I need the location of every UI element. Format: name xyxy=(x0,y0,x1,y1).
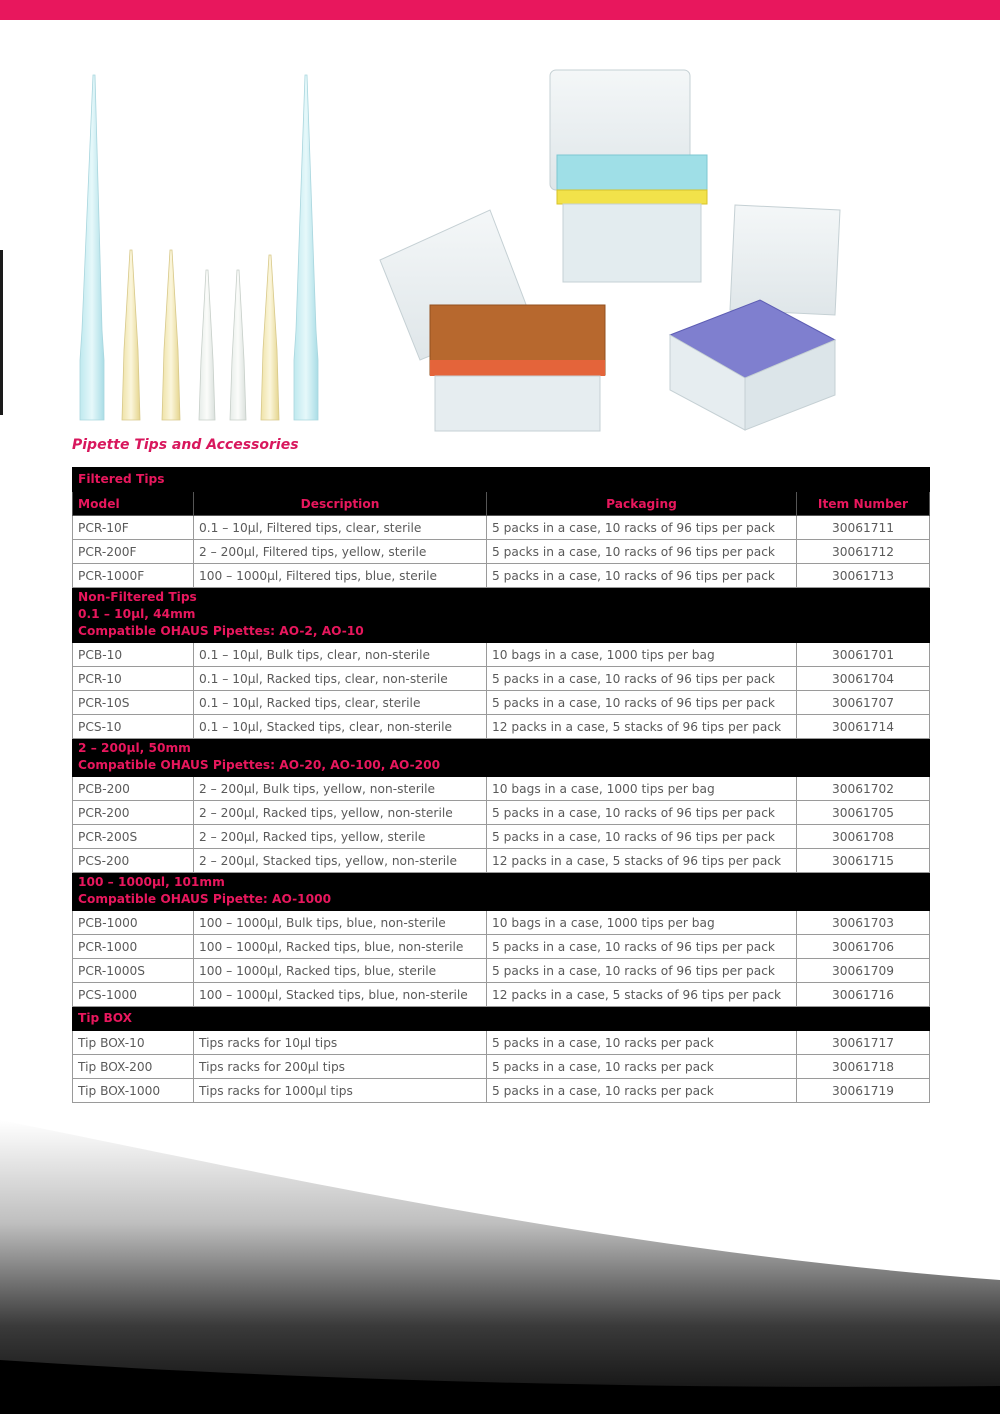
left-edge-mark xyxy=(0,250,3,415)
section-title: Pipette Tips and Accessories xyxy=(72,437,299,453)
table-row xyxy=(73,911,930,935)
column-header-packaging: Packaging xyxy=(487,492,797,516)
item-number-cell: 30061702 xyxy=(797,777,930,801)
description-cell: 100 – 1000µl, Racked tips, blue, sterile xyxy=(194,959,487,983)
packaging-cell: 5 packs in a case, 10 racks of 96 tips per pack xyxy=(487,935,797,959)
description-cell: 2 – 200µl, Bulk tips, yellow, non-sterile xyxy=(194,777,487,801)
group-header xyxy=(73,739,930,777)
table-row xyxy=(73,959,930,983)
model-cell: PCR-10F xyxy=(73,516,194,540)
column-header-description: Description xyxy=(194,492,487,516)
description-cell: Tips racks for 1000µl tips xyxy=(194,1079,487,1103)
table-row xyxy=(73,1031,930,1055)
model-cell: PCR-200 xyxy=(73,801,194,825)
item-number-cell: 30061719 xyxy=(797,1079,930,1103)
group-header-line: Compatible OHAUS Pipettes: AO-20, AO-100, AO-200 xyxy=(78,758,441,772)
description-cell: 2 – 200µl, Racked tips, yellow, non-sterile xyxy=(194,801,487,825)
table-row xyxy=(73,935,930,959)
model-cell: PCB-10 xyxy=(73,643,194,667)
model-cell: PCR-10 xyxy=(73,667,194,691)
table-row xyxy=(73,643,930,667)
table-row xyxy=(73,801,930,825)
item-number-cell: 30061711 xyxy=(797,516,930,540)
table-row xyxy=(73,983,930,1007)
model-cell: PCR-10S xyxy=(73,691,194,715)
group-header-line: Filtered Tips xyxy=(78,472,165,486)
packaging-cell: 5 packs in a case, 10 racks of 96 tips per pack xyxy=(487,564,797,588)
group-header-row xyxy=(73,1007,930,1031)
description-cell: 100 – 1000µl, Bulk tips, blue, non-sterile xyxy=(194,911,487,935)
column-header-model: Model xyxy=(73,492,194,516)
model-cell: PCR-1000S xyxy=(73,959,194,983)
description-cell: 100 – 1000µl, Racked tips, blue, non-sterile xyxy=(194,935,487,959)
table-row xyxy=(73,849,930,873)
model-cell: PCR-200F xyxy=(73,540,194,564)
model-cell: PCB-1000 xyxy=(73,911,194,935)
group-header-line: Compatible OHAUS Pipette: AO-1000 xyxy=(78,892,332,906)
column-header-item-number: Item Number xyxy=(797,492,930,516)
table-row xyxy=(73,715,930,739)
description-cell: 2 – 200µl, Stacked tips, yellow, non-sterile xyxy=(194,849,487,873)
table-row xyxy=(73,777,930,801)
model-cell: Tip BOX-10 xyxy=(73,1031,194,1055)
packaging-cell: 5 packs in a case, 10 racks per pack xyxy=(487,1055,797,1079)
description-cell: Tips racks for 200µl tips xyxy=(194,1055,487,1079)
bottom-swoosh-graphic xyxy=(0,1110,1000,1414)
description-cell: 2 – 200µl, Racked tips, yellow, sterile xyxy=(194,825,487,849)
description-cell: 100 – 1000µl, Stacked tips, blue, non-sterile xyxy=(194,983,487,1007)
pipette-tips-table xyxy=(72,467,930,1103)
packaging-cell: 5 packs in a case, 10 racks per pack xyxy=(487,1079,797,1103)
group-header-line: Tip BOX xyxy=(78,1011,133,1025)
group-header-line: Compatible OHAUS Pipettes: AO-2, AO-10 xyxy=(78,624,364,638)
group-header xyxy=(73,588,930,643)
column-header-row xyxy=(73,492,930,516)
packaging-cell: 5 packs in a case, 10 racks of 96 tips per pack xyxy=(487,959,797,983)
item-number-cell: 30061717 xyxy=(797,1031,930,1055)
description-cell: 0.1 – 10µl, Filtered tips, clear, sterile xyxy=(194,516,487,540)
table-row xyxy=(73,1055,930,1079)
packaging-cell: 5 packs in a case, 10 racks of 96 tips per pack xyxy=(487,691,797,715)
group-header-line: 0.1 – 10µl, 44mm xyxy=(78,607,196,621)
model-cell: PCS-1000 xyxy=(73,983,194,1007)
model-cell: PCS-200 xyxy=(73,849,194,873)
table-row xyxy=(73,825,930,849)
packaging-cell: 10 bags in a case, 1000 tips per bag xyxy=(487,777,797,801)
packaging-cell: 12 packs in a case, 5 stacks of 96 tips per pack xyxy=(487,849,797,873)
group-header-row xyxy=(73,739,930,777)
item-number-cell: 30061718 xyxy=(797,1055,930,1079)
product-photos xyxy=(60,60,940,440)
model-cell: PCS-10 xyxy=(73,715,194,739)
item-number-cell: 30061708 xyxy=(797,825,930,849)
table-row xyxy=(73,516,930,540)
group-header-line: 2 – 200µl, 50mm xyxy=(78,741,191,755)
model-cell: PCR-200S xyxy=(73,825,194,849)
item-number-cell: 30061701 xyxy=(797,643,930,667)
group-header-row xyxy=(73,468,930,492)
item-number-cell: 30061707 xyxy=(797,691,930,715)
group-header xyxy=(73,1007,930,1031)
item-number-cell: 30061712 xyxy=(797,540,930,564)
packaging-cell: 10 bags in a case, 1000 tips per bag xyxy=(487,643,797,667)
packaging-cell: 12 packs in a case, 5 stacks of 96 tips per pack xyxy=(487,715,797,739)
group-header xyxy=(73,468,930,492)
packaging-cell: 12 packs in a case, 5 stacks of 96 tips per pack xyxy=(487,983,797,1007)
table-row xyxy=(73,667,930,691)
description-cell: 0.1 – 10µl, Racked tips, clear, non-sterile xyxy=(194,667,487,691)
table-row xyxy=(73,540,930,564)
description-cell: Tips racks for 10µl tips xyxy=(194,1031,487,1055)
description-cell: 2 – 200µl, Filtered tips, yellow, sterile xyxy=(194,540,487,564)
model-cell: Tip BOX-1000 xyxy=(73,1079,194,1103)
table-row xyxy=(73,564,930,588)
group-header-line: 100 – 1000µl, 101mm xyxy=(78,875,225,889)
group-header-row xyxy=(73,588,930,643)
item-number-cell: 30061714 xyxy=(797,715,930,739)
packaging-cell: 5 packs in a case, 10 racks of 96 tips per pack xyxy=(487,801,797,825)
table-row xyxy=(73,691,930,715)
packaging-cell: 5 packs in a case, 10 racks of 96 tips per pack xyxy=(487,516,797,540)
group-header-row xyxy=(73,873,930,911)
description-cell: 100 – 1000µl, Filtered tips, blue, sterile xyxy=(194,564,487,588)
item-number-cell: 30061713 xyxy=(797,564,930,588)
description-cell: 0.1 – 10µl, Racked tips, clear, sterile xyxy=(194,691,487,715)
top-accent-bar xyxy=(0,0,1000,20)
item-number-cell: 30061705 xyxy=(797,801,930,825)
description-cell: 0.1 – 10µl, Stacked tips, clear, non-sterile xyxy=(194,715,487,739)
tip-boxes-image xyxy=(380,70,840,431)
item-number-cell: 30061704 xyxy=(797,667,930,691)
packaging-cell: 5 packs in a case, 10 racks of 96 tips per pack xyxy=(487,667,797,691)
model-cell: PCB-200 xyxy=(73,777,194,801)
packaging-cell: 5 packs in a case, 10 racks of 96 tips per pack xyxy=(487,825,797,849)
group-header xyxy=(73,873,930,911)
model-cell: PCR-1000F xyxy=(73,564,194,588)
item-number-cell: 30061715 xyxy=(797,849,930,873)
item-number-cell: 30061716 xyxy=(797,983,930,1007)
packaging-cell: 5 packs in a case, 10 racks of 96 tips per pack xyxy=(487,540,797,564)
item-number-cell: 30061706 xyxy=(797,935,930,959)
description-cell: 0.1 – 10µl, Bulk tips, clear, non-sterile xyxy=(194,643,487,667)
group-header-line: Non-Filtered Tips xyxy=(78,590,197,604)
model-cell: PCR-1000 xyxy=(73,935,194,959)
item-number-cell: 30061709 xyxy=(797,959,930,983)
pipette-tips-image xyxy=(80,75,318,420)
packaging-cell: 5 packs in a case, 10 racks per pack xyxy=(487,1031,797,1055)
item-number-cell: 30061703 xyxy=(797,911,930,935)
table-row xyxy=(73,1079,930,1103)
packaging-cell: 10 bags in a case, 1000 tips per bag xyxy=(487,911,797,935)
model-cell: Tip BOX-200 xyxy=(73,1055,194,1079)
